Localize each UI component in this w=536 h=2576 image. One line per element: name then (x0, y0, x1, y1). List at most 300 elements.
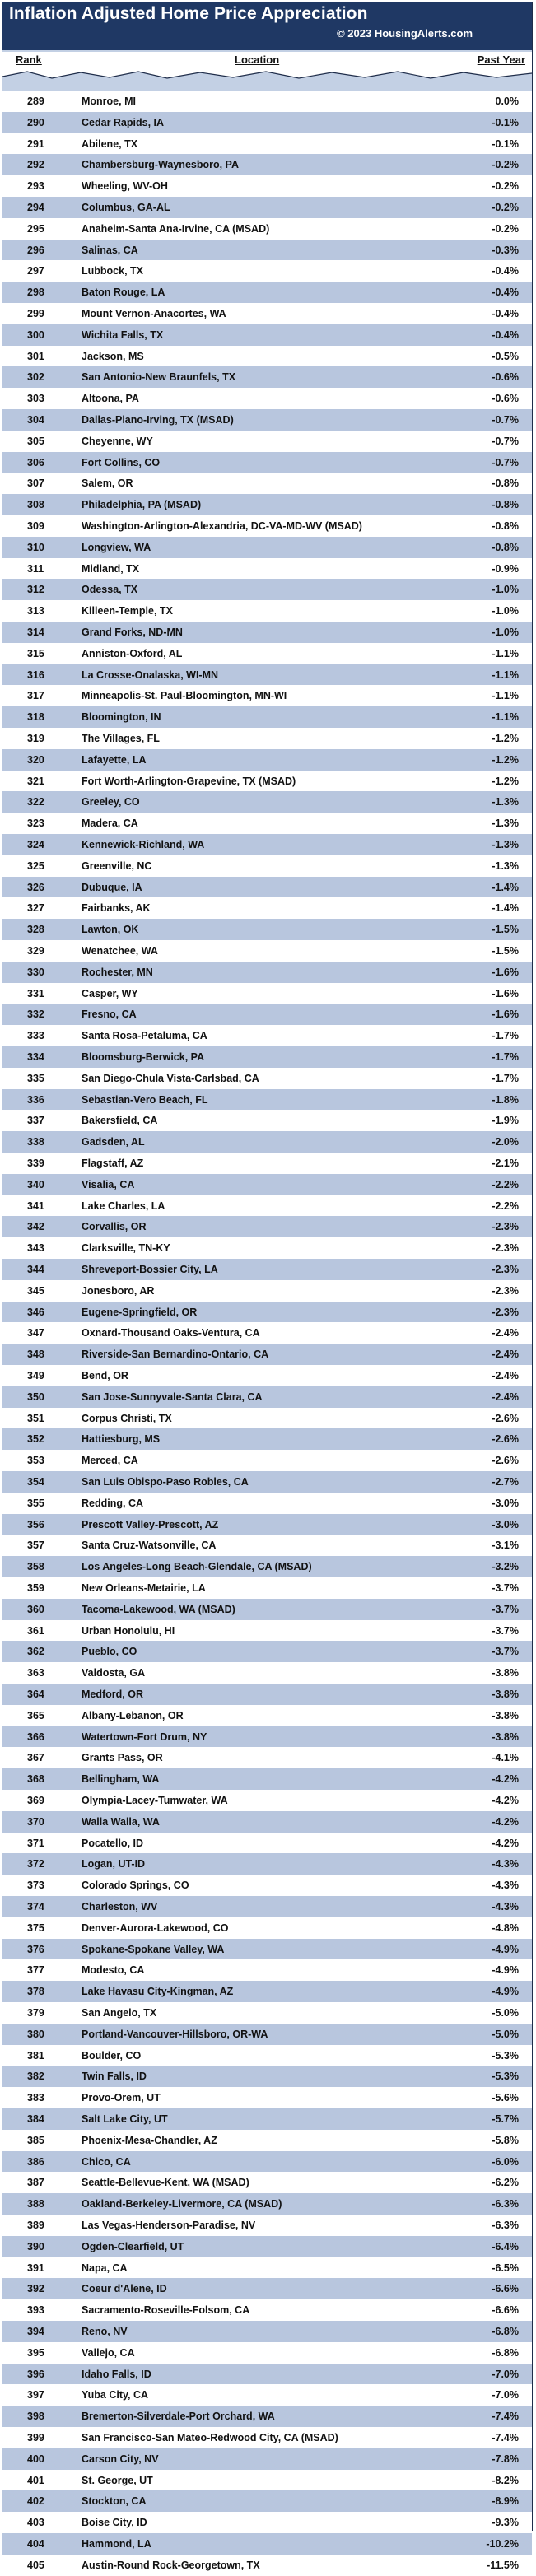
table-row (2, 813, 532, 834)
past-year-cell: -1.3% (492, 796, 519, 808)
table-row (2, 1237, 532, 1259)
table-row (2, 1174, 532, 1195)
table-row (2, 218, 532, 240)
location-cell: San Antonio-New Braunfels, TX (82, 371, 236, 384)
past-year-cell: -0.4% (492, 265, 519, 277)
location-cell: Cheyenne, WY (82, 435, 153, 447)
table-row (2, 197, 532, 218)
rank-cell: 390 (27, 2240, 44, 2252)
location-cell: Grand Forks, ND-MN (82, 627, 183, 638)
past-year-cell: -1.5% (492, 924, 519, 936)
table-row (2, 324, 532, 346)
rank-cell: 347 (27, 1327, 44, 1339)
table-row (2, 2384, 532, 2406)
table-row (2, 2002, 532, 2024)
table-row (2, 834, 532, 855)
table-row (2, 537, 532, 558)
location-cell: Prescott Valley-Prescott, AZ (82, 1518, 219, 1530)
location-cell: Valdosta, GA (82, 1667, 146, 1679)
location-cell: Riverside-San Bernardino-Ontario, CA (82, 1349, 269, 1361)
past-year-cell: -1.3% (492, 818, 519, 830)
table-row (2, 2172, 532, 2193)
rank-cell: 357 (27, 1540, 44, 1552)
location-cell: San Luis Obispo-Paso Robles, CA (82, 1476, 249, 1488)
table-row (2, 2406, 532, 2427)
location-cell: Dallas-Plano-Irving, TX (MSAD) (82, 414, 234, 426)
table-row (2, 303, 532, 324)
rank-cell: 304 (27, 414, 44, 426)
past-year-cell: -2.4% (492, 1370, 519, 1381)
rank-cell: 389 (27, 2220, 44, 2231)
rank-cell: 303 (27, 393, 44, 405)
location-cell: Greenville, NC (82, 859, 152, 872)
table-row (2, 1959, 532, 1981)
location-cell: Visalia, CA (82, 1178, 135, 1190)
location-cell: Shreveport-Bossier City, LA (82, 1264, 218, 1275)
table-row (2, 2364, 532, 2385)
table-row (2, 2236, 532, 2257)
location-cell: Hammond, LA (82, 2538, 151, 2550)
rank-cell: 370 (27, 1815, 44, 1828)
table-row (2, 1493, 532, 1514)
past-year-cell: -4.3% (492, 1901, 519, 1912)
rank-cell: 379 (27, 2007, 44, 2019)
past-year-cell: -0.2% (492, 180, 519, 193)
rank-cell: 308 (27, 499, 44, 511)
location-cell: Jackson, MS (82, 350, 144, 362)
past-year-cell: -4.2% (492, 1837, 519, 1849)
table-row (2, 2215, 532, 2236)
past-year-cell: -7.0% (492, 2389, 519, 2401)
past-year-cell: -2.4% (492, 1349, 519, 1361)
table-row (2, 1641, 532, 1662)
table-row (2, 346, 532, 367)
torn-edge-divider (2, 68, 532, 90)
past-year-cell: -7.8% (492, 2453, 519, 2465)
past-year-cell: -1.6% (492, 966, 519, 978)
location-cell: Jonesboro, AR (82, 1284, 155, 1297)
table-row (2, 897, 532, 919)
rank-cell: 314 (27, 627, 44, 638)
rank-cell: 310 (27, 541, 44, 553)
past-year-cell: -1.6% (492, 987, 519, 999)
location-cell: Phoenix-Mesa-Chandler, AZ (82, 2134, 217, 2146)
location-cell: Fairbanks, AK (82, 902, 151, 915)
rank-cell: 385 (27, 2134, 44, 2146)
rank-cell: 368 (27, 1773, 44, 1786)
table-row (2, 240, 532, 261)
location-cell: Altoona, PA (82, 393, 139, 405)
location-cell: Twin Falls, ID (82, 2071, 147, 2083)
location-cell: Bloomington, IN (82, 711, 161, 724)
rank-cell: 400 (27, 2453, 44, 2465)
rank-cell: 378 (27, 1986, 44, 1998)
location-cell: Philadelphia, PA (MSAD) (82, 499, 202, 511)
rank-cell: 358 (27, 1561, 44, 1573)
table-row (2, 685, 532, 706)
table-row (2, 1386, 532, 1408)
rank-cell: 327 (27, 902, 44, 915)
rank-cell: 376 (27, 1943, 44, 1955)
location-cell: Medford, OR (82, 1689, 143, 1700)
past-year-cell: -1.0% (492, 605, 519, 617)
location-cell: Bellingham, WA (82, 1773, 160, 1786)
table-row (2, 1833, 532, 1854)
location-cell: Salt Lake City, UT (82, 2113, 168, 2125)
location-cell: Fort Collins, CO (82, 456, 161, 468)
past-year-cell: -6.8% (492, 2326, 519, 2337)
past-year-cell: -3.1% (492, 1540, 519, 1552)
past-year-cell: -3.2% (492, 1561, 519, 1573)
table-row (2, 2151, 532, 2173)
rank-cell: 289 (27, 95, 44, 107)
location-cell: Napa, CA (82, 2262, 128, 2274)
rank-cell: 343 (27, 1242, 44, 1255)
past-year-cell: -3.0% (492, 1497, 519, 1509)
location-cell: Vallejo, CA (82, 2346, 135, 2359)
table-frame (2, 2, 533, 2571)
rank-cell: 367 (27, 1752, 44, 1764)
past-year-cell: -0.1% (492, 116, 519, 128)
location-cell: Los Angeles-Long Beach-Glendale, CA (MSAD) (82, 1561, 312, 1573)
table-row (2, 749, 532, 771)
location-cell: Fresno, CA (82, 1009, 137, 1021)
rank-cell: 380 (27, 2028, 44, 2040)
rank-cell: 372 (27, 1858, 44, 1870)
location-cell: Modesto, CA (82, 1964, 145, 1977)
table-row (2, 2533, 532, 2555)
table-row (2, 622, 532, 643)
past-year-cell: -4.3% (492, 1880, 519, 1892)
past-year-cell: -0.7% (492, 435, 519, 447)
rank-cell: 377 (27, 1964, 44, 1977)
rank-cell: 366 (27, 1731, 44, 1743)
table-row (2, 643, 532, 664)
past-year-cell: -6.6% (492, 2283, 519, 2295)
location-cell: Seattle-Bellevue-Kent, WA (MSAD) (82, 2177, 249, 2189)
past-year-cell: -3.7% (492, 1603, 519, 1615)
location-cell: Monroe, MI (82, 95, 136, 107)
past-year-cell: -6.8% (492, 2346, 519, 2359)
location-cell: Lake Charles, LA (82, 1199, 165, 1212)
rank-cell: 334 (27, 1051, 44, 1063)
past-year-cell: -0.8% (492, 499, 519, 511)
past-year-cell: -5.0% (492, 2007, 519, 2019)
table-row (2, 1577, 532, 1599)
rank-cell: 348 (27, 1349, 44, 1361)
past-year-cell: -2.3% (492, 1306, 519, 1318)
rank-cell: 383 (27, 2092, 44, 2104)
location-cell: Santa Rosa-Petaluma, CA (82, 1030, 207, 1042)
past-year-cell: -2.7% (492, 1476, 519, 1488)
table-row (2, 600, 532, 622)
location-cell: Sebastian-Vero Beach, FL (82, 1093, 208, 1106)
past-year-cell: -2.2% (492, 1199, 519, 1212)
past-year-cell: -0.7% (492, 414, 519, 426)
location-cell: Killeen-Temple, TX (82, 605, 173, 617)
location-cell: Wenatchee, WA (82, 945, 158, 957)
location-cell: Portland-Vancouver-Hillsboro, OR-WA (82, 2028, 268, 2040)
past-year-cell: -6.6% (492, 2304, 519, 2317)
location-cell: Cedar Rapids, IA (82, 116, 165, 128)
past-year-cell: -2.4% (492, 1390, 519, 1403)
past-year-cell: -2.3% (492, 1221, 519, 1233)
location-cell: San Jose-Sunnyvale-Santa Clara, CA (82, 1390, 263, 1403)
location-cell: Urban Honolulu, HI (82, 1624, 175, 1637)
location-cell: Santa Cruz-Watsonville, CA (82, 1540, 217, 1552)
past-year-cell: -0.2% (492, 202, 519, 213)
location-cell: Carson City, NV (82, 2453, 159, 2465)
past-year-cell: -0.5% (492, 350, 519, 362)
past-year-cell: -5.7% (492, 2113, 519, 2125)
table-row (2, 473, 532, 494)
rank-cell: 395 (27, 2346, 44, 2359)
location-cell: Albany-Lebanon, OR (82, 1709, 184, 1721)
past-year-cell: -1.2% (492, 733, 519, 744)
table-row (2, 1684, 532, 1705)
past-year-cell: -4.3% (492, 1858, 519, 1870)
past-year-cell: -1.8% (492, 1093, 519, 1106)
rank-cell: 391 (27, 2262, 44, 2274)
table-row (2, 1747, 532, 1768)
table-row (2, 2193, 532, 2215)
table-row (2, 1981, 532, 2002)
past-year-cell: -1.9% (492, 1115, 519, 1127)
table-row (2, 2299, 532, 2321)
past-year-cell: -7.4% (492, 2411, 519, 2423)
rank-cell: 290 (27, 116, 44, 128)
past-year-cell: -1.7% (492, 1051, 519, 1063)
table-row (2, 877, 532, 898)
table-row (2, 1131, 532, 1153)
location-cell: Abilene, TX (82, 137, 138, 150)
past-year-cell: -3.8% (492, 1689, 519, 1700)
location-cell: Madera, CA (82, 818, 138, 830)
past-year-cell: -1.2% (492, 775, 519, 787)
past-year-cell: -3.7% (492, 1624, 519, 1637)
rank-cell: 298 (27, 286, 44, 299)
rank-cell: 326 (27, 881, 44, 893)
location-cell: Grants Pass, OR (82, 1752, 163, 1764)
past-year-cell: -6.4% (492, 2240, 519, 2252)
location-cell: Clarksville, TN-KY (82, 1242, 170, 1255)
table-row (2, 1004, 532, 1025)
table-row (2, 1450, 532, 1471)
location-cell: Salinas, CA (82, 244, 138, 256)
location-cell: Las Vegas-Henderson-Paradise, NV (82, 2220, 256, 2231)
past-year-cell: -0.3% (492, 244, 519, 256)
location-cell: St. George, UT (82, 2474, 153, 2486)
rank-cell: 363 (27, 1667, 44, 1679)
past-year-cell: -2.6% (492, 1455, 519, 1467)
table-row (2, 791, 532, 813)
location-cell: San Diego-Chula Vista-Carlsbad, CA (82, 1072, 259, 1084)
location-cell: Logan, UT-ID (82, 1858, 146, 1870)
rank-cell: 351 (27, 1412, 44, 1424)
table-row (2, 919, 532, 940)
table-row (2, 1344, 532, 1365)
table-row (2, 1811, 532, 1833)
rank-cell: 291 (27, 137, 44, 150)
table-row (2, 388, 532, 409)
table-row (2, 1322, 532, 1344)
rank-cell: 330 (27, 966, 44, 978)
past-year-cell: -5.3% (492, 2049, 519, 2061)
rank-cell: 362 (27, 1646, 44, 1658)
table-row (2, 983, 532, 1004)
location-cell: Bloomsburg-Berwick, PA (82, 1051, 205, 1063)
location-cell: Wichita Falls, TX (82, 328, 164, 341)
past-year-cell: -8.2% (492, 2474, 519, 2486)
rank-cell: 328 (27, 924, 44, 936)
past-year-cell: -6.0% (492, 2155, 519, 2168)
location-cell: Walla Walla, WA (82, 1815, 160, 1828)
copyright-text: © 2023 HousingAlerts.com (337, 27, 473, 40)
past-year-cell: -3.7% (492, 1646, 519, 1658)
location-cell: The Villages, FL (82, 733, 160, 744)
rank-cell: 316 (27, 668, 44, 681)
rank-cell: 302 (27, 371, 44, 384)
table-row (2, 2130, 532, 2151)
location-cell: Boulder, CO (82, 2049, 142, 2061)
location-cell: Idaho Falls, ID (82, 2368, 151, 2380)
rank-cell: 306 (27, 456, 44, 468)
table-row (2, 282, 532, 303)
location-cell: Pueblo, CO (82, 1646, 137, 1658)
rank-cell: 295 (27, 222, 44, 235)
past-year-cell: -4.8% (492, 1922, 519, 1934)
past-year-cell: -0.6% (492, 371, 519, 384)
past-year-cell: -5.6% (492, 2092, 519, 2104)
rank-cell: 329 (27, 945, 44, 957)
rank-cell: 294 (27, 202, 44, 213)
table-row (2, 2024, 532, 2045)
rank-cell: 373 (27, 1880, 44, 1892)
rank-cell: 364 (27, 1689, 44, 1700)
past-year-cell: -4.2% (492, 1795, 519, 1806)
past-year-cell: -1.0% (492, 627, 519, 638)
rank-cell: 293 (27, 180, 44, 193)
table-row (2, 112, 532, 133)
rank-cell: 384 (27, 2113, 44, 2125)
location-cell: Wheeling, WV-OH (82, 180, 168, 193)
past-year-cell: -3.8% (492, 1709, 519, 1721)
rank-cell: 317 (27, 690, 44, 702)
past-year-cell: -6.3% (492, 2198, 519, 2210)
table-row (2, 2342, 532, 2364)
rank-cell: 307 (27, 477, 44, 490)
past-year-cell: -7.0% (492, 2368, 519, 2380)
table-row (2, 1917, 532, 1939)
past-year-cell: -3.7% (492, 1582, 519, 1594)
past-year-cell: -0.6% (492, 393, 519, 405)
table-row (2, 1790, 532, 1811)
rank-cell: 361 (27, 1624, 44, 1637)
rank-cell: 325 (27, 859, 44, 872)
past-year-cell: -2.6% (492, 1433, 519, 1446)
past-year-cell: -2.3% (492, 1264, 519, 1275)
rank-cell: 346 (27, 1306, 44, 1318)
past-year-cell: -0.4% (492, 286, 519, 299)
rank-column-header: Rank (16, 54, 42, 66)
past-year-cell: -0.9% (492, 562, 519, 575)
past-year-cell: -0.8% (492, 541, 519, 553)
past-year-cell: -0.2% (492, 159, 519, 171)
past-year-cell: -4.1% (492, 1752, 519, 1764)
past-year-cell: -2.6% (492, 1412, 519, 1424)
rank-cell: 398 (27, 2411, 44, 2423)
rank-cell: 301 (27, 350, 44, 362)
rank-cell: 394 (27, 2326, 44, 2337)
rank-cell: 371 (27, 1837, 44, 1849)
table-row (2, 1025, 532, 1046)
past-year-cell: -0.8% (492, 477, 519, 490)
location-cell: Oxnard-Thousand Oaks-Ventura, CA (82, 1327, 260, 1339)
rank-cell: 387 (27, 2177, 44, 2189)
table-row (2, 1875, 532, 1896)
rank-cell: 324 (27, 839, 44, 850)
location-cell: Colorado Springs, CO (82, 1880, 189, 1892)
table-row (2, 515, 532, 537)
table-row (2, 2045, 532, 2066)
table-row (2, 1153, 532, 1174)
past-year-cell: -7.4% (492, 2432, 519, 2443)
table-row (2, 1662, 532, 1684)
table-row (2, 431, 532, 452)
table-row (2, 1110, 532, 1131)
table-row (2, 1599, 532, 1620)
location-cell: Provo-Orem, UT (82, 2092, 161, 2104)
past-year-cell: -3.0% (492, 1518, 519, 1530)
location-cell: Spokane-Spokane Valley, WA (82, 1943, 225, 1955)
table-row (2, 1896, 532, 1917)
past-year-cell: -10.2% (486, 2538, 519, 2550)
table-row (2, 1556, 532, 1577)
past-year-cell: -1.6% (492, 1009, 519, 1021)
table-row (2, 1408, 532, 1429)
table-row (2, 1535, 532, 1556)
past-year-cell: -1.1% (492, 668, 519, 681)
past-year-cell: -1.2% (492, 753, 519, 766)
location-cell: Mount Vernon-Anacortes, WA (82, 308, 226, 319)
rank-cell: 340 (27, 1178, 44, 1190)
rank-cell: 349 (27, 1370, 44, 1381)
table-row (2, 1365, 532, 1386)
rank-cell: 322 (27, 796, 44, 808)
rank-cell: 405 (27, 2559, 44, 2571)
table-row (2, 2512, 532, 2533)
location-cell: Ogden-Clearfield, UT (82, 2240, 184, 2252)
table-row (2, 91, 532, 112)
table-row (2, 2087, 532, 2108)
past-year-cell: -1.1% (492, 711, 519, 724)
table-row (2, 1939, 532, 1960)
rank-cell: 345 (27, 1284, 44, 1297)
past-year-cell: -3.8% (492, 1731, 519, 1743)
rank-cell: 381 (27, 2049, 44, 2061)
table-row (2, 154, 532, 175)
location-cell: Kennewick-Richland, WA (82, 839, 205, 850)
rank-cell: 338 (27, 1136, 44, 1148)
location-cell: Lawton, OK (82, 924, 139, 936)
rank-cell: 388 (27, 2198, 44, 2210)
past-year-cell: -8.9% (492, 2495, 519, 2508)
rank-cell: 353 (27, 1455, 44, 1467)
rank-cell: 311 (27, 562, 44, 575)
location-cell: Sacramento-Roseville-Folsom, CA (82, 2304, 250, 2317)
rank-cell: 313 (27, 605, 44, 617)
rank-cell: 318 (27, 711, 44, 724)
